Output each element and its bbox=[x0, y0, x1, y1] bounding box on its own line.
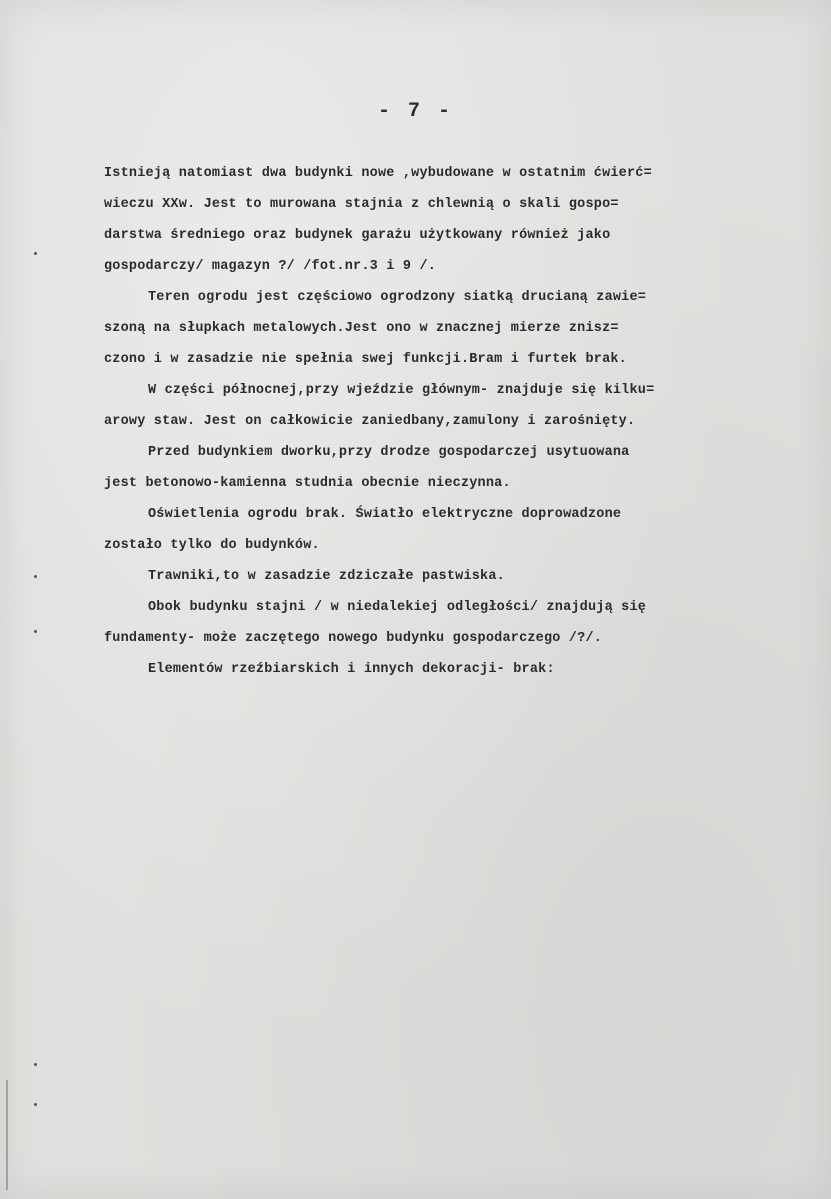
text-line: gospodarczy/ magazyn ?/ /fot.nr.3 i 9 /. bbox=[104, 259, 437, 274]
text-line: Istnieją natomiast dwa budynki nowe ,wybudowane w ostatnim ćwierć= bbox=[104, 166, 652, 181]
text-line: Oświetlenia ogrodu brak. Światło elektryczne doprowadzone bbox=[148, 507, 622, 522]
text-line: czono i w zasadzie nie spełnia swej funkcji.Bram i furtek brak. bbox=[104, 352, 627, 367]
text-line: jest betonowo-kamienna studnia obecnie nieczynna. bbox=[104, 476, 511, 491]
body-text bbox=[104, 158, 794, 685]
text-line: Teren ogrodu jest częściowo ogrodzony siatką drucianą zawie= bbox=[148, 290, 647, 305]
punch-hole bbox=[34, 1063, 37, 1066]
text-line: Obok budynku stajni / w niedalekiej odległości/ znajdują się bbox=[148, 600, 647, 615]
paper-edge-mark bbox=[6, 1080, 8, 1190]
text-line: zostało tylko do budynków. bbox=[104, 538, 320, 553]
text-line: Elementów rzeźbiarskich i innych dekoracji- brak: bbox=[148, 662, 555, 677]
punch-hole bbox=[34, 1103, 37, 1106]
text-line: wieczu XXw. Jest to murowana stajnia z chlewnią o skali gospo= bbox=[104, 197, 619, 212]
punch-hole bbox=[34, 630, 37, 633]
text-line: darstwa średniego oraz budynek garażu użytkowany również jako bbox=[104, 228, 611, 243]
text-line: arowy staw. Jest on całkowicie zaniedbany,zamulony i zarośnięty. bbox=[104, 414, 636, 429]
page-number: - 7 - bbox=[377, 100, 453, 123]
text-line: szoną na słupkach metalowych.Jest ono w znacznej mierze znisz= bbox=[104, 321, 619, 336]
text-line: W części północnej,przy wjeździe głównym- znajduje się kilku= bbox=[148, 383, 655, 398]
text-line: Trawniki,to w zasadzie zdziczałe pastwiska. bbox=[148, 569, 505, 584]
text-line: Przed budynkiem dworku,przy drodze gospodarczej usytuowana bbox=[148, 445, 630, 460]
punch-hole bbox=[34, 575, 37, 578]
punch-hole bbox=[34, 252, 37, 255]
text-line: fundamenty- może zaczętego nowego budynku gospodarczego /?/. bbox=[104, 631, 603, 646]
